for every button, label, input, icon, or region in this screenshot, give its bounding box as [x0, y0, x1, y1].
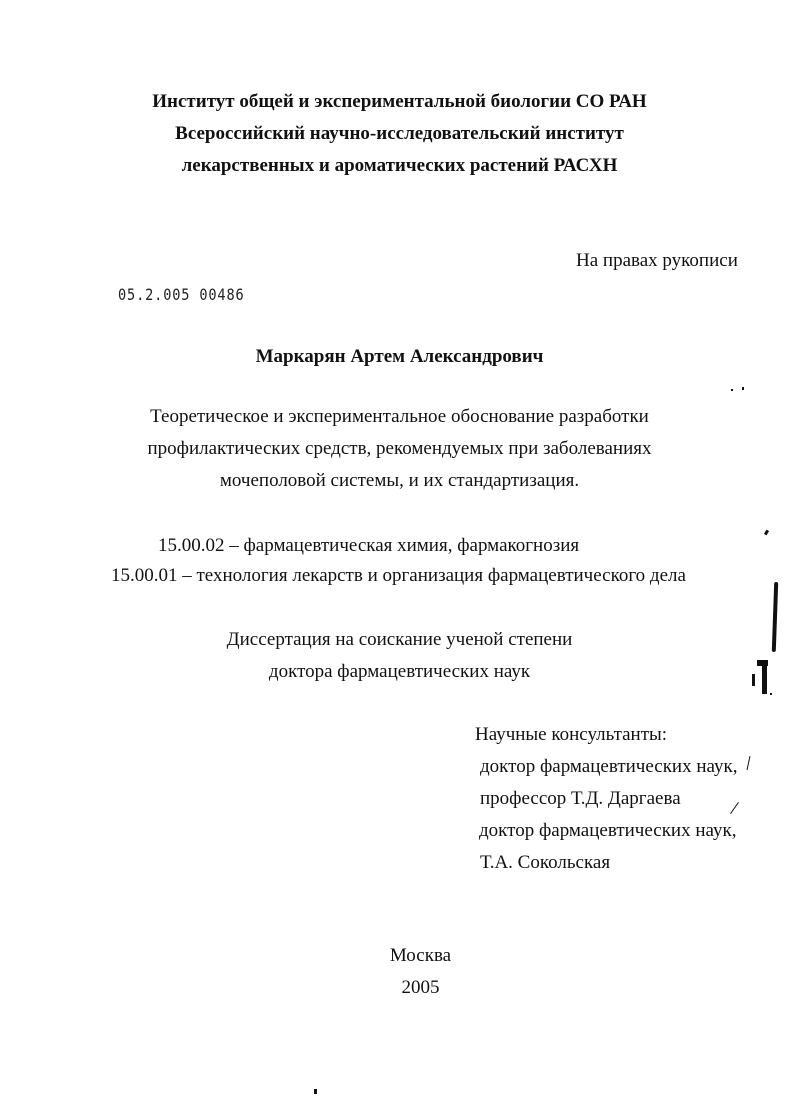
scan-speck: [730, 802, 739, 814]
footer-city: Москва: [389, 945, 452, 966]
author-name: Маркарян Артем Александрович: [255, 346, 544, 367]
rights-note: На правах рукописи: [576, 250, 738, 271]
degree-line-1: Диссертация на соискание ученой степени: [226, 629, 573, 650]
scan-speck: [752, 674, 755, 686]
specialty-line-1: 15.00.02 – фармацевтическая химия, фармакогнозия: [158, 535, 580, 556]
consultant-line-2: профессор Т.Д. Даргаева: [480, 788, 681, 809]
registration-stamp: 05.2.005 00486: [118, 285, 245, 304]
footer-year: 2005: [401, 977, 440, 998]
title-line-3: мочеполовой системы, и их стандартизация.: [219, 470, 580, 491]
scan-speck: [764, 530, 769, 536]
scan-speck: [747, 756, 751, 770]
institute-line-2: Всероссийский научно-исследовательский институт: [175, 123, 624, 144]
title-line-2: профилактических средств, рекомендуемых при заболеваниях: [147, 438, 652, 459]
scan-margin-mark: [762, 666, 767, 694]
scan-speck: [770, 693, 772, 695]
scan-speck: [314, 1089, 317, 1094]
institute-line-3: лекарственных и ароматических растений РАСХН: [181, 155, 618, 176]
institute-line-1: Институт общей и экспериментальной биологии СО РАН: [152, 91, 647, 112]
consultant-line-1: доктор фармацевтических наук,: [480, 756, 738, 777]
consultants-heading: Научные консультанты:: [475, 724, 668, 745]
title-line-1: Теоретическое и экспериментальное обоснование разработки: [150, 406, 649, 427]
scan-speck: [731, 389, 733, 391]
specialty-line-2: 15.00.01 – технология лекарств и организация фармацевтического дела: [111, 565, 686, 586]
scan-speck: [742, 387, 744, 390]
degree-line-2: доктора фармацевтических наук: [268, 661, 531, 682]
consultant-line-3: доктор фармацевтических наук,: [479, 820, 737, 841]
consultant-line-4: Т.А. Сокольская: [480, 852, 611, 873]
